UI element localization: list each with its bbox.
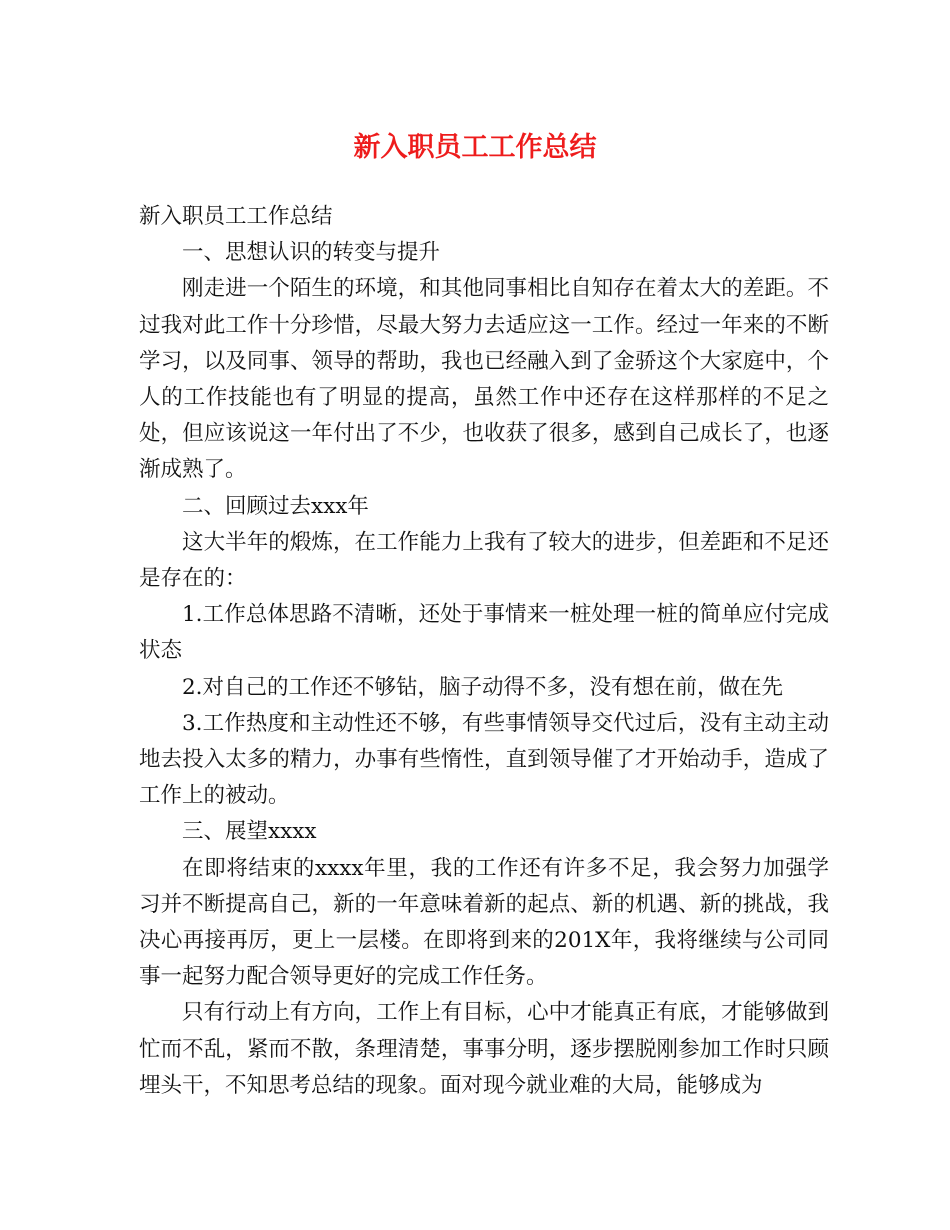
paragraph: 只有行动上有方向，工作上有目标，心中才能真正有底，才能够做到忙而不乱，紧而不散，条理清楚，事事分明，逐步摆脱刚参加工作时只顾埋头干，不知思考总结的现象。面对现今就业难的大局，能够成为 — [139, 1000, 829, 1098]
document-body — [139, 199, 829, 1104]
paragraph: 刚走进一个陌生的环境，和其他同事相比自知存在着太大的差距。不过我对此工作十分珍惜，尽最大努力去适应这一工作。经过一年来的不断学习，以及同事、领导的帮助，我也已经融入到了金骄这个大家庭中，个人的工作技能也有了明显的提高，虽然工作中还存在这样那样的不足之处，但应该说这一年付出了不少，也收获了很多，感到自己成长了，也逐渐成熟了。 — [139, 276, 829, 483]
document-title: 新入职员工工作总结 — [353, 132, 597, 163]
list-item: 2.对自己的工作还不够钻，脑子动得不多，没有想在前，做在先 — [182, 674, 784, 700]
list-item: 3.工作热度和主动性还不够，有些事情领导交代过后，没有主动主动地去投入太多的精力，办事有些惰性，直到领导催了才开始动手，造成了工作上的被动。 — [139, 710, 829, 809]
paragraph: 在即将结束的xxxx年里，我的工作还有许多不足，我会努力加强学习并不断提高自己，新的一年意味着新的起点、新的机遇、新的挑战，我决心再接再厉，更上一层楼。在即将到来的201X年，我将继续与公司同事一起努力配合领导更好的完成工作任务。 — [139, 855, 829, 990]
list-item: 1.工作总体思路不清晰，还处于事情来一桩处理一桩的简单应付完成状态 — [139, 602, 829, 664]
paragraph-subtitle: 新入职员工工作总结 — [139, 204, 333, 229]
paragraph: 这大半年的煅炼，在工作能力上我有了较大的进步，但差距和不足还是存在的： — [139, 529, 829, 592]
section-heading-2: 二、回顾过去xxx年 — [182, 493, 369, 519]
section-heading-3: 三、展望xxxx — [182, 819, 317, 845]
section-heading-1: 一、思想认识的转变与提升 — [182, 240, 441, 266]
